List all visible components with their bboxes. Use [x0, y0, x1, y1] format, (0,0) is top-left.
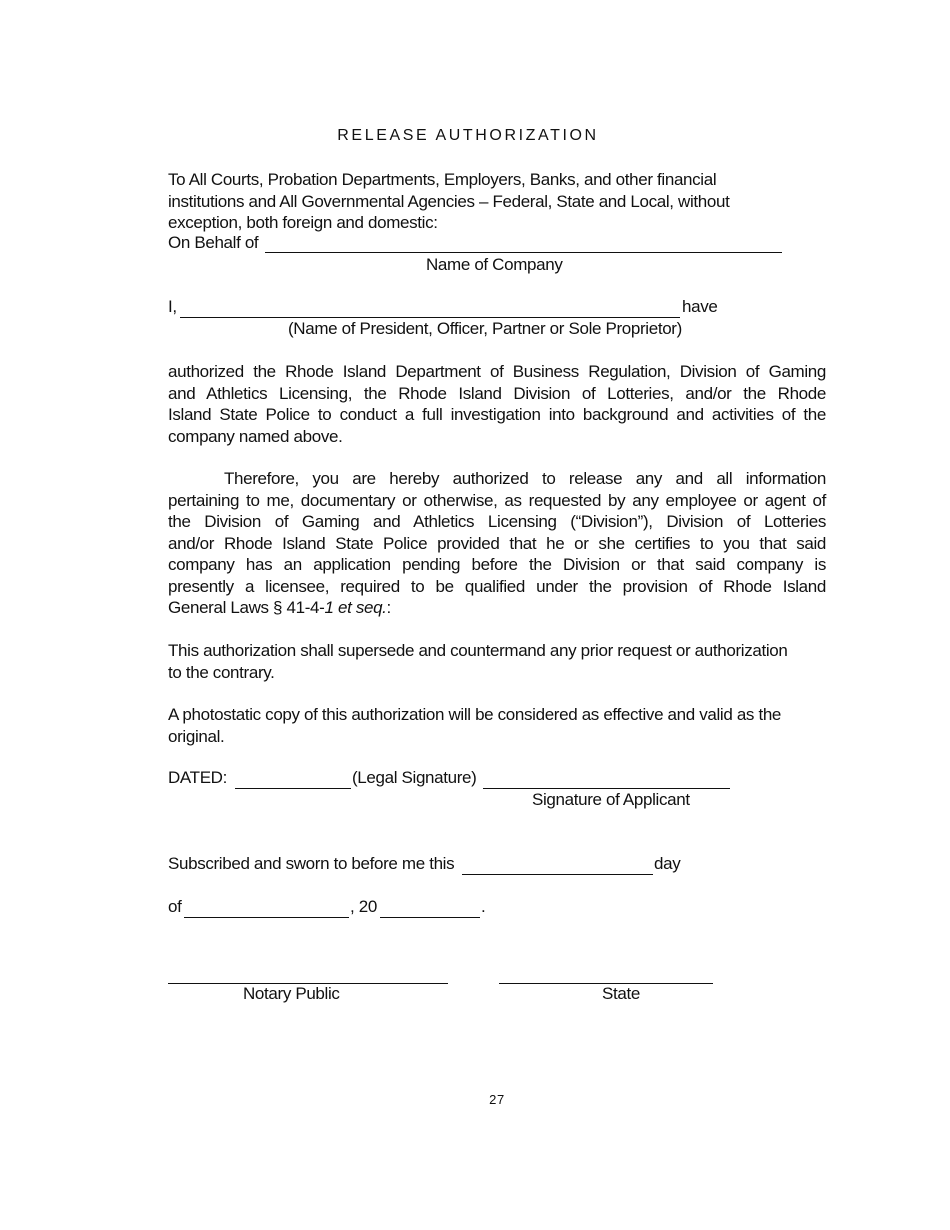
statute-italic: 1 et seq. — [324, 598, 387, 617]
signature-field[interactable] — [483, 788, 730, 789]
photostatic-paragraph — [168, 704, 826, 747]
paragraph-line: pertaining to me, documentary or otherwise, as requested by any employee or agent of — [168, 490, 826, 510]
paragraph-line: original. — [168, 726, 225, 746]
paragraph-line: Therefore, you are hereby authorized to release any and all information — [224, 469, 826, 488]
day-field[interactable] — [462, 874, 653, 875]
paragraph-line: This authorization shall supersede and countermand any prior request or authorization — [168, 641, 788, 660]
therefore-paragraph — [168, 468, 826, 619]
notary-caption: Notary Public — [243, 984, 340, 1003]
addressee-line: institutions and All Governmental Agencies – Federal, State and Local, without — [168, 191, 730, 211]
paragraph-line: A photostatic copy of this authorization will be considered as effective and valid as the — [168, 705, 782, 724]
statute-reference: General Laws § 41-4- — [168, 598, 325, 617]
addressee-block — [168, 169, 826, 234]
month-field[interactable] — [184, 917, 349, 918]
i-label: I, — [168, 297, 177, 316]
officer-caption: (Name of President, Officer, Partner or Sole Proprietor) — [288, 319, 682, 338]
paragraph-line: the Division of Gaming and Athletics Licensing (“Division”), Division of Lotteries — [168, 512, 826, 531]
supersede-paragraph — [168, 640, 826, 683]
paragraph-line: and/or Rhode Island State Police provided that he or she certifies to you that said — [168, 533, 826, 553]
paragraph-line: to the contrary. — [168, 662, 275, 682]
have-label: have — [682, 297, 718, 316]
page-number: 27 — [489, 1092, 505, 1107]
of-label: of — [168, 897, 182, 916]
paragraph-line: company has an application pending before the Division or that said company is — [168, 555, 826, 574]
year-suffix: . — [481, 897, 486, 916]
addressee-line: To All Courts, Probation Departments, Employers, Banks, and other financial — [168, 170, 717, 189]
state-caption: State — [602, 984, 640, 1003]
paragraph-line: company named above. — [168, 426, 343, 446]
paragraph-line: Island State Police to conduct a full investigation into background and activities of the — [168, 405, 826, 424]
dated-label: DATED: — [168, 768, 227, 787]
paragraph-line: authorized the Rhode Island Department of Business Regulation, Division of Gaming — [168, 362, 826, 381]
company-caption: Name of Company — [426, 255, 563, 274]
officer-name-field[interactable] — [180, 317, 680, 318]
paragraph-line: presently a licensee, required to be qualified under the provision of Rhode Island — [168, 576, 826, 596]
statute-suffix: : — [386, 598, 391, 617]
addressee-line: exception, both foreign and domestic: — [168, 213, 438, 232]
paragraph-line — [168, 597, 826, 619]
date-field[interactable] — [235, 788, 351, 789]
paragraph-line: and Athletics Licensing, the Rhode Island Division of Lotteries, and/or the Rhode — [168, 383, 826, 403]
legal-signature-label: (Legal Signature) — [352, 768, 477, 787]
subscribed-label: Subscribed and sworn to before me this — [168, 854, 455, 873]
on-behalf-label: On Behalf of — [168, 233, 259, 252]
authorized-paragraph — [168, 361, 826, 447]
document-title: RELEASE AUTHORIZATION — [337, 127, 599, 144]
day-label: day — [654, 854, 681, 873]
year-prefix: , 20 — [350, 897, 377, 916]
company-name-field[interactable] — [265, 252, 782, 253]
signature-caption: Signature of Applicant — [532, 790, 690, 809]
year-field[interactable] — [380, 917, 480, 918]
